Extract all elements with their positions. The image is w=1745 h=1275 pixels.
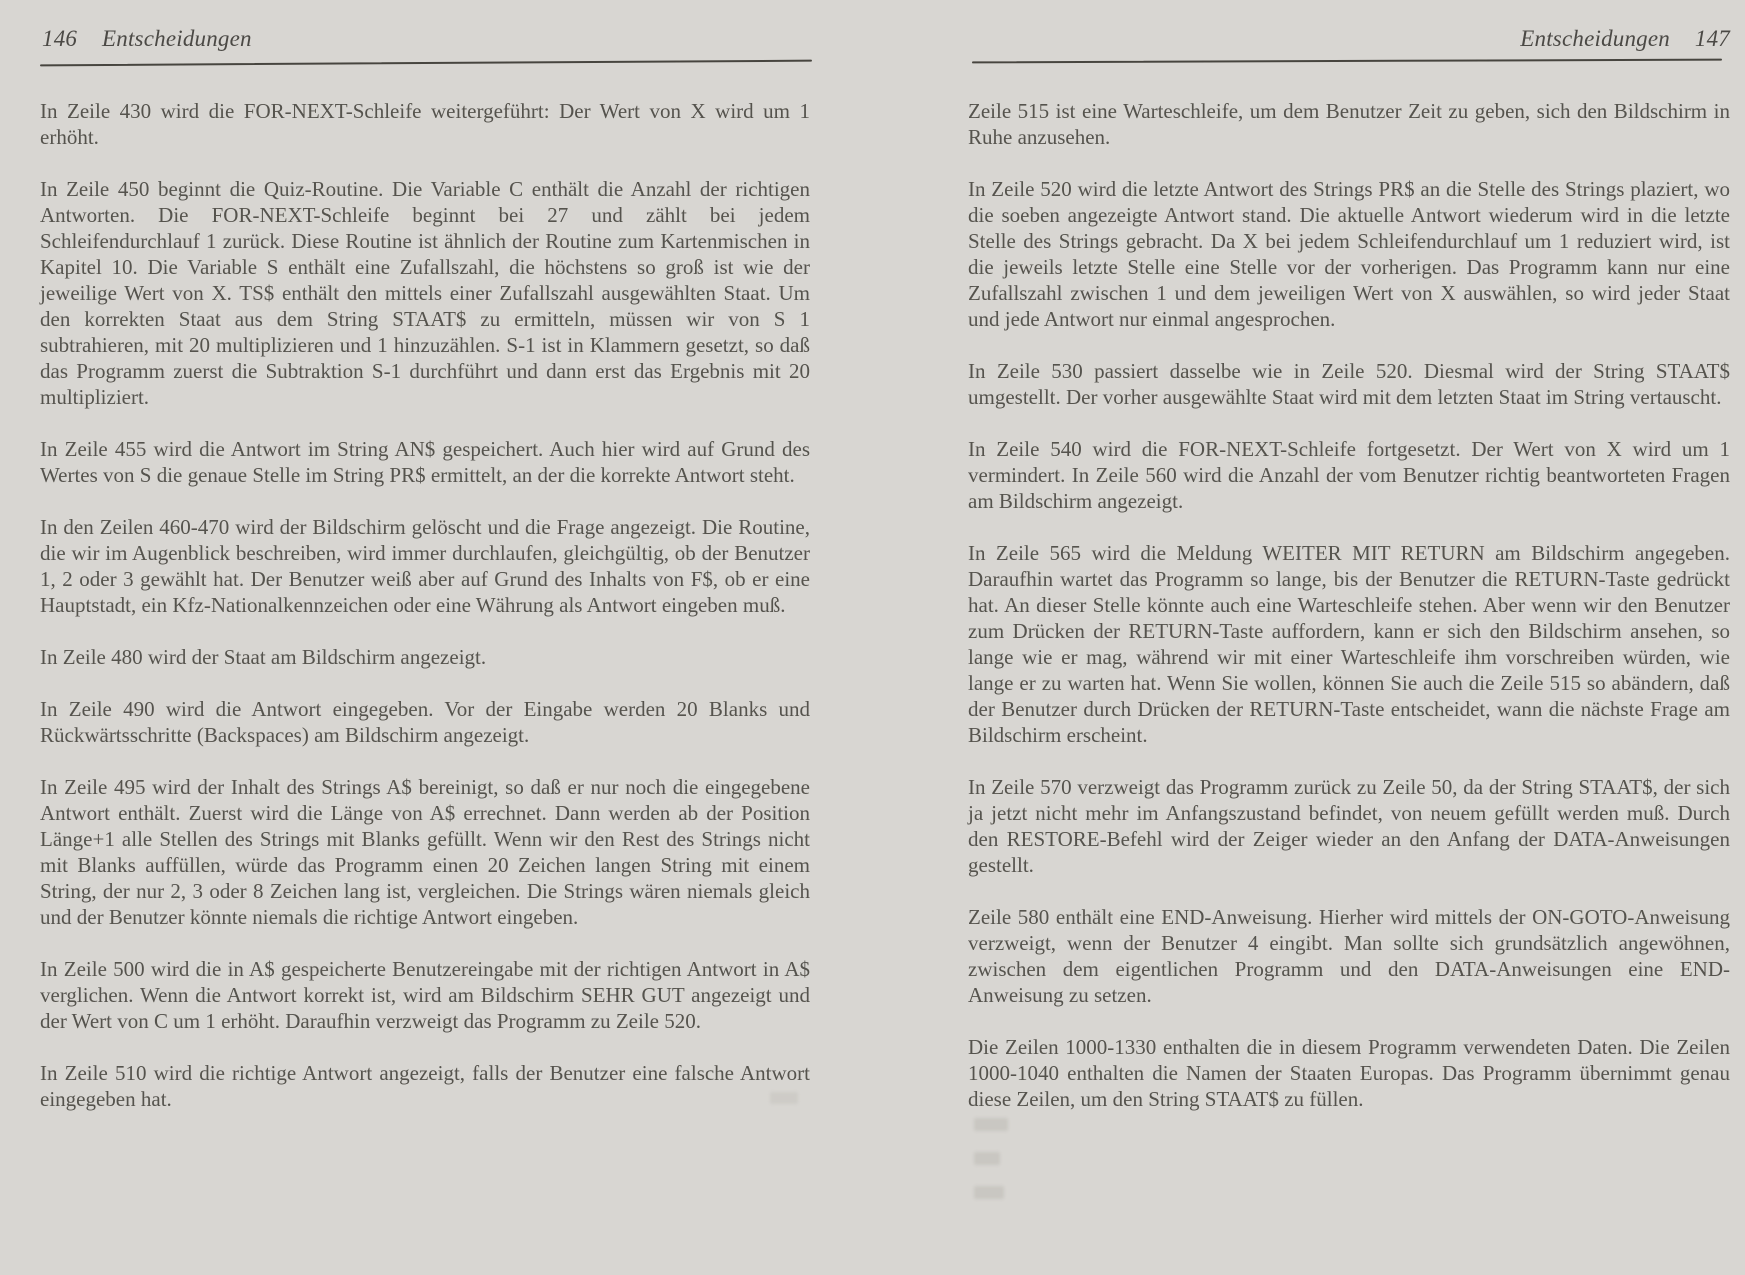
left-page-number: 146 xyxy=(42,26,78,51)
paragraph: In Zeile 450 beginnt die Quiz-Routine. Die Variable C enthält die Anzahl der richtigen Antworten. Die FOR-NEXT-Schleife beginnt bei 27 und zählt bei jedem Schleifendurchlauf 1 zurück. Diese Routine ist ähnlich der Routine zum Kartenmischen in Kapitel 10. Die Variable S enthält eine Zufallszahl, die höchstens so groß ist wie der jeweilige Wert von X. TS$ enthält den mittels einer Zufallszahl ausgewählten Staat. Um den korrekten Staat aus dem String STAAT$ zu ermitteln, müssen wir von S 1 subtrahieren, mit 20 multiplizieren und 1 hinzuzählen. S-1 ist in Klammern gesetzt, so daß das Programm zuerst die Subtraktion S-1 durchführt und dann erst das Ergebnis mit 20 multipliziert. xyxy=(40,177,810,409)
paragraph: In Zeile 490 wird die Antwort eingegeben. Vor der Eingabe werden 20 Blanks und Rückwärtsschritte (Backspaces) am Bildschirm angezeigt. xyxy=(40,697,810,747)
paragraph: In Zeile 430 wird die FOR-NEXT-Schleife weitergeführt: Der Wert von X wird um 1 erhöht. xyxy=(40,99,810,149)
paragraph: In den Zeilen 460-470 wird der Bildschirm gelöscht und die Frage angezeigt. Die Routine, die wir im Augenblick beschreiben, wird immer durchlaufen, gleichgültig, ob der Benutzer 1, 2 oder 3 gewählt hat. Der Benutzer weiß aber auf Grund des Inhalts von F$, ob er eine Hauptstadt, ein Kfz-Nationalkennzeichen oder eine Währung als Antwort eingeben muß. xyxy=(40,515,810,617)
paragraph: Die Zeilen 1000-1330 enthalten die in diesem Programm verwendeten Daten. Die Zeilen 1000-1040 enthalten die Namen der Staaten Europas. Das Programm übernimmt genau diese Zeilen, um den String STAAT$ zu füllen. xyxy=(968,1035,1730,1111)
paragraph: In Zeile 520 wird die letzte Antwort des Strings PR$ an die Stelle des Strings plaziert, wo die soeben angezeigte Antwort stand. Die aktuelle Antwort wiederum wird in die letzte Stelle des Strings gebracht. Da X bei jedem Schleifendurchlauf um 1 reduziert wird, ist die jeweils letzte Stelle eine Stelle vor der vorherigen. Das Programm kann nur eine Zufallszahl zwischen 1 und dem jeweiligen Wert von X auswählen, so wird jeder Staat und jede Antwort nur einmal angesprochen. xyxy=(968,177,1730,331)
bleed-through-mark xyxy=(974,1186,1004,1199)
right-page-header xyxy=(968,26,1730,52)
right-running-head: Entscheidungen xyxy=(1520,26,1670,51)
paragraph: Zeile 580 enthält eine END-Anweisung. Hierher wird mittels der ON-GOTO-Anweisung verzweigt, wenn der Benutzer 4 eingibt. Man sollte sich grundsätzlich angewöhnen, zwischen dem eigentlichen Programm und den DATA-Anweisungen eine END-Anweisung zu setzen. xyxy=(968,905,1730,1007)
left-page-header xyxy=(42,26,252,52)
paragraph: In Zeile 530 passiert dasselbe wie in Zeile 520. Diesmal wird der String STAAT$ umgestellt. Der vorher ausgewählte Staat wird mit dem letzten Staat im String vertauscht. xyxy=(968,359,1730,409)
paragraph: In Zeile 500 wird die in A$ gespeicherte Benutzereingabe mit der richtigen Antwort in A$ verglichen. Wenn die Antwort korrekt ist, wird am Bildschirm SEHR GUT angezeigt und der Wert von C um 1 erhöht. Daraufhin verzweigt das Programm zu Zeile 520. xyxy=(40,957,810,1033)
paragraph: In Zeile 540 wird die FOR-NEXT-Schleife fortgesetzt. Der Wert von X wird um 1 vermindert. In Zeile 560 wird die Anzahl der vom Benutzer richtig beantworteten Fragen am Bildschirm angezeigt. xyxy=(968,437,1730,513)
paragraph: In Zeile 495 wird der Inhalt des Strings A$ bereinigt, so daß er nur noch die eingegebene Antwort enthält. Zuerst wird die Länge von A$ errechnet. Dann werden ab der Position Länge+1 alle Stellen des Strings mit Blanks gefüllt. Wenn wir den Rest des Strings nicht mit Blanks auffüllen, würde das Programm einen 20 Zeichen langen String mit einem String, der nur 2, 3 oder 8 Zeichen lang ist, vergleichen. Die Strings wären niemals gleich und der Benutzer könnte niemals die richtige Antwort eingeben. xyxy=(40,775,810,929)
paragraph: In Zeile 570 verzweigt das Programm zurück zu Zeile 50, da der String STAAT$, der sich ja jetzt nicht mehr im Anfangszustand befindet, von neuem gefüllt werden muß. Durch den RESTORE-Befehl wird der Zeiger wieder an den Anfang der DATA-Anweisungen gestellt. xyxy=(968,775,1730,877)
right-page-body xyxy=(968,98,1730,1112)
bleed-through-mark xyxy=(770,1092,798,1104)
left-running-head: Entscheidungen xyxy=(102,26,252,51)
left-page-body xyxy=(40,98,810,1112)
right-page-number: 147 xyxy=(1694,26,1730,51)
paragraph: In Zeile 455 wird die Antwort im String AN$ gespeichert. Auch hier wird auf Grund des Wertes von S die genaue Stelle im String PR$ ermittelt, an der die korrekte Antwort steht. xyxy=(40,437,810,487)
paragraph: In Zeile 510 wird die richtige Antwort angezeigt, falls der Benutzer eine falsche Antwort eingegeben hat. xyxy=(40,1061,810,1111)
paragraph: Zeile 515 ist eine Warteschleife, um dem Benutzer Zeit zu geben, sich den Bildschirm in Ruhe anzusehen. xyxy=(968,99,1730,149)
paragraph: In Zeile 480 wird der Staat am Bildschirm angezeigt. xyxy=(40,645,487,669)
bleed-through-mark xyxy=(974,1152,1000,1165)
paragraph: In Zeile 565 wird die Meldung WEITER MIT RETURN am Bildschirm angegeben. Daraufhin wartet das Programm so lange, bis der Benutzer die RETURN-Taste gedrückt hat. An dieser Stelle könnte auch eine Warteschleife stehen. Aber wenn wir den Benutzer zum Drücken der RETURN-Taste auffordern, kann er sich den Bildschirm ansehen, so lange wie er mag, während wir mit einer Warteschleife ihm vorschreiben würden, wie lange er zu warten hat. Wenn Sie wollen, können Sie auch die Zeile 515 so abändern, daß der Benutzer durch Drücken der RETURN-Taste entscheidet, wann die nächste Frage am Bildschirm erscheint. xyxy=(968,541,1730,747)
bleed-through-mark xyxy=(974,1118,1008,1131)
right-header-rule xyxy=(972,59,1722,64)
left-header-rule xyxy=(40,60,812,67)
